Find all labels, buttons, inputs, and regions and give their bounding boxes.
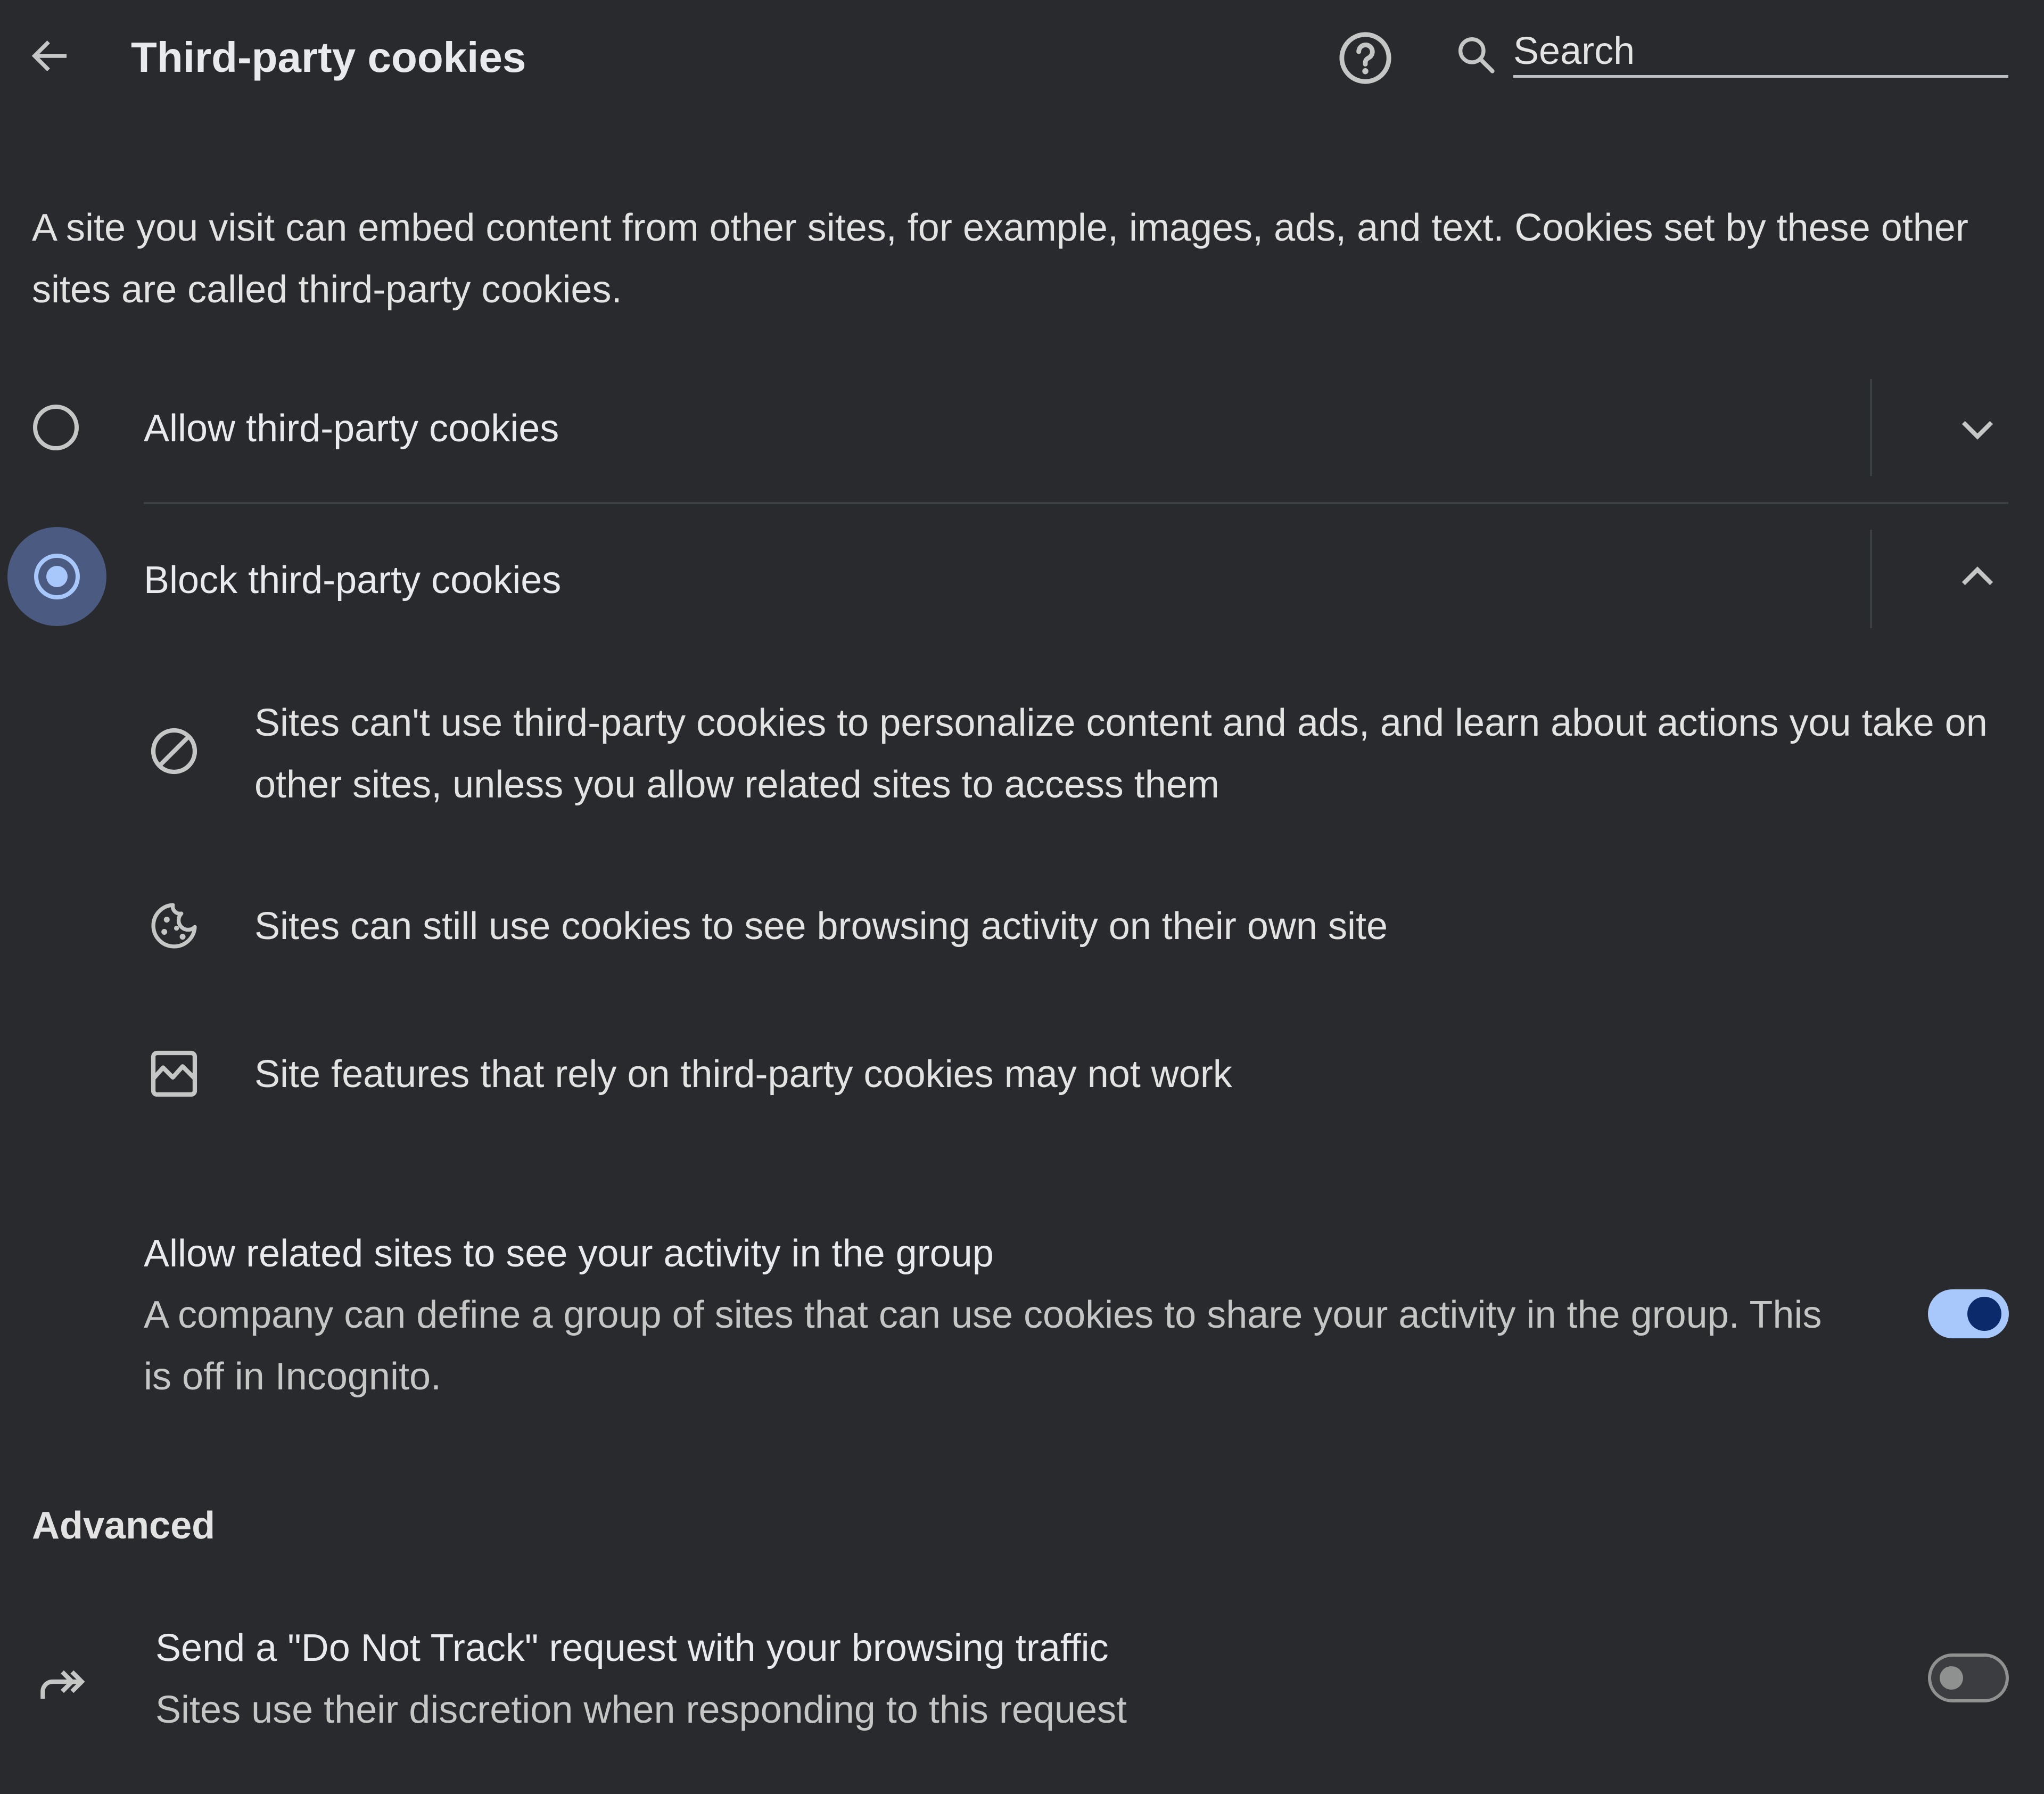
toggle-knob (1967, 1297, 2001, 1331)
search-icon[interactable] (1454, 33, 1497, 76)
help-button[interactable] (1337, 30, 1394, 86)
expand-allow-button[interactable] (1954, 405, 2001, 452)
collapse-block-button[interactable] (1954, 554, 2001, 602)
allow-third-party-cookies-label[interactable]: Allow third-party cookies (144, 407, 559, 450)
do-not-track-description: Sites use their discretion when responding to this request (155, 1689, 1127, 1731)
block-detail-features: Site features that rely on third-party cookies may not work (254, 1053, 1232, 1096)
radio-selected-dot (46, 566, 68, 587)
vertical-divider (1870, 379, 1872, 476)
block-third-party-cookies-label[interactable]: Block third-party cookies (144, 559, 562, 602)
forward-arrow-icon (33, 1652, 92, 1711)
broken-image-icon (145, 1044, 203, 1103)
related-sites-description: A company can define a group of sites that can use cookies to share your activity in the group. This is off in Incognito. (144, 1294, 1822, 1398)
back-button[interactable] (27, 32, 75, 80)
cookie-icon (145, 896, 203, 955)
back-arrow-icon (27, 32, 75, 80)
block-detail-own-site: Sites can still use cookies to see browsing activity on their own site (254, 905, 1388, 948)
search-input[interactable] (1513, 27, 2008, 78)
do-not-track-toggle[interactable] (1928, 1653, 2009, 1702)
page-description: A site you visit can embed content from other sites, for example, images, ads, and text. Cookies set by these other sites are called third-party cookies. (32, 207, 1968, 311)
related-sites-toggle[interactable] (1928, 1289, 2009, 1338)
page-title: Third-party cookies (131, 34, 526, 81)
vertical-divider (1870, 530, 1872, 628)
chevron-up-icon (1954, 554, 2001, 602)
block-detail-personalize: Sites can't use third-party cookies to personalize content and ads, and learn about actions you take on other sites, unless you allow related sites to access them (254, 702, 1988, 806)
chevron-down-icon (1954, 405, 2001, 452)
block-third-party-cookies-radio[interactable] (34, 554, 80, 599)
do-not-track-title: Send a "Do Not Track" request with your browsing traffic (155, 1627, 1109, 1669)
help-icon (1337, 30, 1394, 86)
allow-third-party-cookies-radio[interactable] (33, 405, 79, 450)
toggle-knob (1940, 1666, 1963, 1690)
option-divider (144, 502, 2008, 504)
block-icon (145, 722, 203, 780)
related-sites-title: Allow related sites to see your activity in the group (144, 1232, 994, 1275)
advanced-heading: Advanced (32, 1504, 216, 1547)
